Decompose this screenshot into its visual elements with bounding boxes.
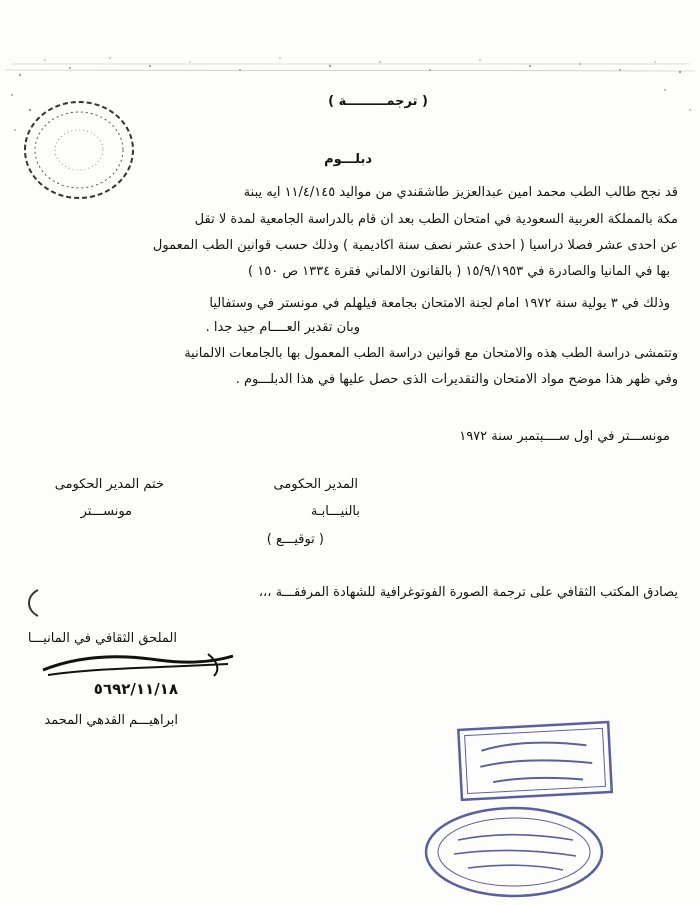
round-stamp-top-left <box>20 95 138 205</box>
body-line-8: وفي ظهر هذا موضح مواد الامتحان والتقديرات الذى حصل عليها في هذا الدبلـــوم . <box>235 372 678 387</box>
attache-title: الملحق الثقافي في المانيـــا <box>27 631 177 646</box>
attache-number: ٥٦٩٢/١١/١٨ <box>93 680 178 698</box>
handwritten-signature <box>38 650 238 682</box>
body-line-6: وبان تقدير العــــام جيد جدا . <box>205 320 360 335</box>
document-title: دبلـــوم <box>324 152 372 167</box>
oval-stamp-bottom <box>418 800 610 900</box>
body-line-5: وذلك في ٣ يولية سنة ١٩٧٢ امام لجنة الامتحان بجامعة فيلهلم في مونستر في وستفاليا <box>209 296 670 311</box>
certification-text: يصادق المكتب الثقافي على ترجمة الصورة الفوتوغرافية للشهادة المرفقـــة ،،، <box>258 585 678 600</box>
body-line-2: مكة بالمملكة العربية السعودية في امتحان الطب بعد ان قام بالدراسة الجامعية لمدة لا تقل <box>194 212 678 227</box>
signature-right-title: المدير الحكومى <box>273 477 358 492</box>
body-line-7: وتتمشى دراسة الطب هذه والامتحان مع قوانين دراسة الطب المعمول بها بالجامعات الالمانية <box>184 346 678 361</box>
date-line: مونســـتر في اول ســــبتمبر سنة ١٩٧٢ <box>459 429 670 444</box>
signature-left-title: ختم المدير الحكومى <box>54 477 164 492</box>
signature-left-sub: مونســـتر <box>80 504 132 519</box>
body-line-3: عن احدى عشر فصلا دراسيا ( احدى عشر نصف سنة اكاديمية ) وذلك حسب قوانين الطب المعمول <box>152 238 678 253</box>
margin-mark <box>22 588 44 618</box>
body-line-4: بها في المانيا والصادرة في ١٥/٩/١٩٥٣ ( بالقانون الالماني فقرة ١٣٣٤ ص ١٥٠ ) <box>248 264 670 279</box>
translation-label: ( ترجمـــــــــة ) <box>328 94 428 109</box>
signature-right-sign: ( توقيـــع ) <box>266 532 324 547</box>
rectangular-stamp <box>452 718 617 803</box>
body-line-1: قد نجح طالب الطب محمد امين عبدالعزيز طاشقندي من مواليد ١١/٤/١٤٥ ايه يبنة <box>243 185 678 200</box>
attache-name: ابراهيـــم القدهي المحمد <box>44 713 178 728</box>
signature-right-sub: بالنيـــابـة <box>310 504 360 519</box>
